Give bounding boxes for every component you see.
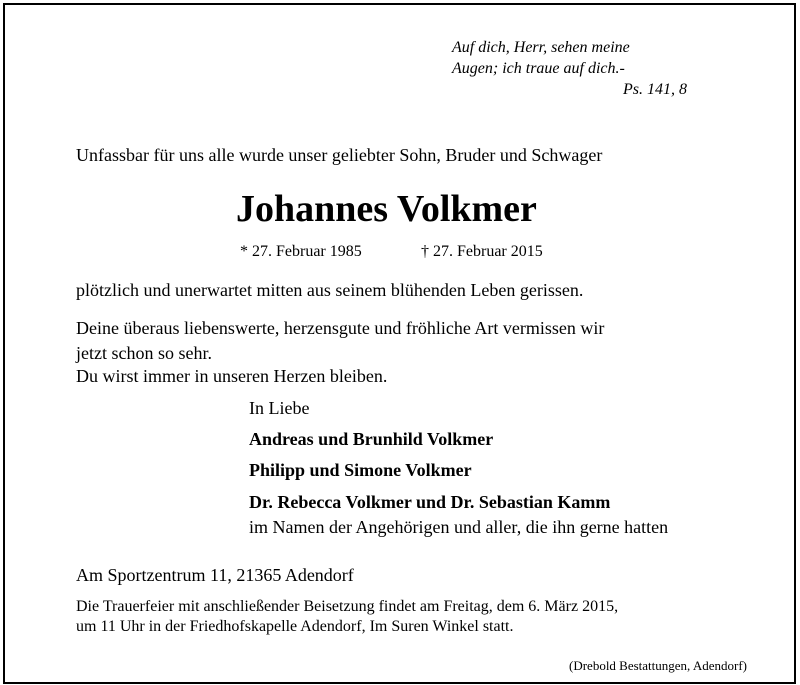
message-line-1: Deine überaus liebenswerte, herzensgute und fröhliche Art vermissen wir — [76, 318, 605, 338]
verse-line-2: Augen; ich traue auf dich.- — [452, 60, 625, 77]
greeting: In Liebe — [249, 398, 310, 418]
mourner-family-2: Philipp und Simone Volkmer — [249, 460, 472, 480]
mourner-others: im Namen der Angehörigen und aller, die ihn gerne hatten — [249, 517, 669, 537]
verse-line-1: Auf dich, Herr, sehen meine — [452, 39, 630, 56]
mourner-family-1: Andreas und Brunhild Volkmer — [249, 429, 494, 449]
address: Am Sportzentrum 11, 21365 Adendorf — [76, 565, 354, 585]
death-date: † 27. Februar 2015 — [421, 243, 543, 260]
message-line-2: jetzt schon so sehr. — [76, 343, 212, 363]
intro-text: Unfassbar für uns alle wurde unser geliebter Sohn, Bruder und Schwager — [76, 145, 603, 165]
deceased-name: Johannes Volkmer — [236, 188, 537, 230]
funeral-line-1: Die Trauerfeier mit anschließender Beisetzung findet am Freitag, dem 6. März 2015, — [76, 598, 619, 615]
verse-reference: Ps. 141, 8 — [623, 81, 687, 98]
message-line-3: Du wirst immer in unseren Herzen bleiben. — [76, 366, 388, 386]
mourner-family-3: Dr. Rebecca Volkmer und Dr. Sebastian Kamm — [249, 492, 611, 512]
funeral-line-2: um 11 Uhr in der Friedhofskapelle Adendorf, Im Suren Winkel statt. — [76, 618, 514, 635]
birth-date: * 27. Februar 1985 — [240, 243, 362, 260]
undertaker-credit: (Drebold Bestattungen, Adendorf) — [569, 658, 747, 673]
sudden-text: plötzlich und unerwartet mitten aus seinem blühenden Leben gerissen. — [76, 280, 584, 300]
